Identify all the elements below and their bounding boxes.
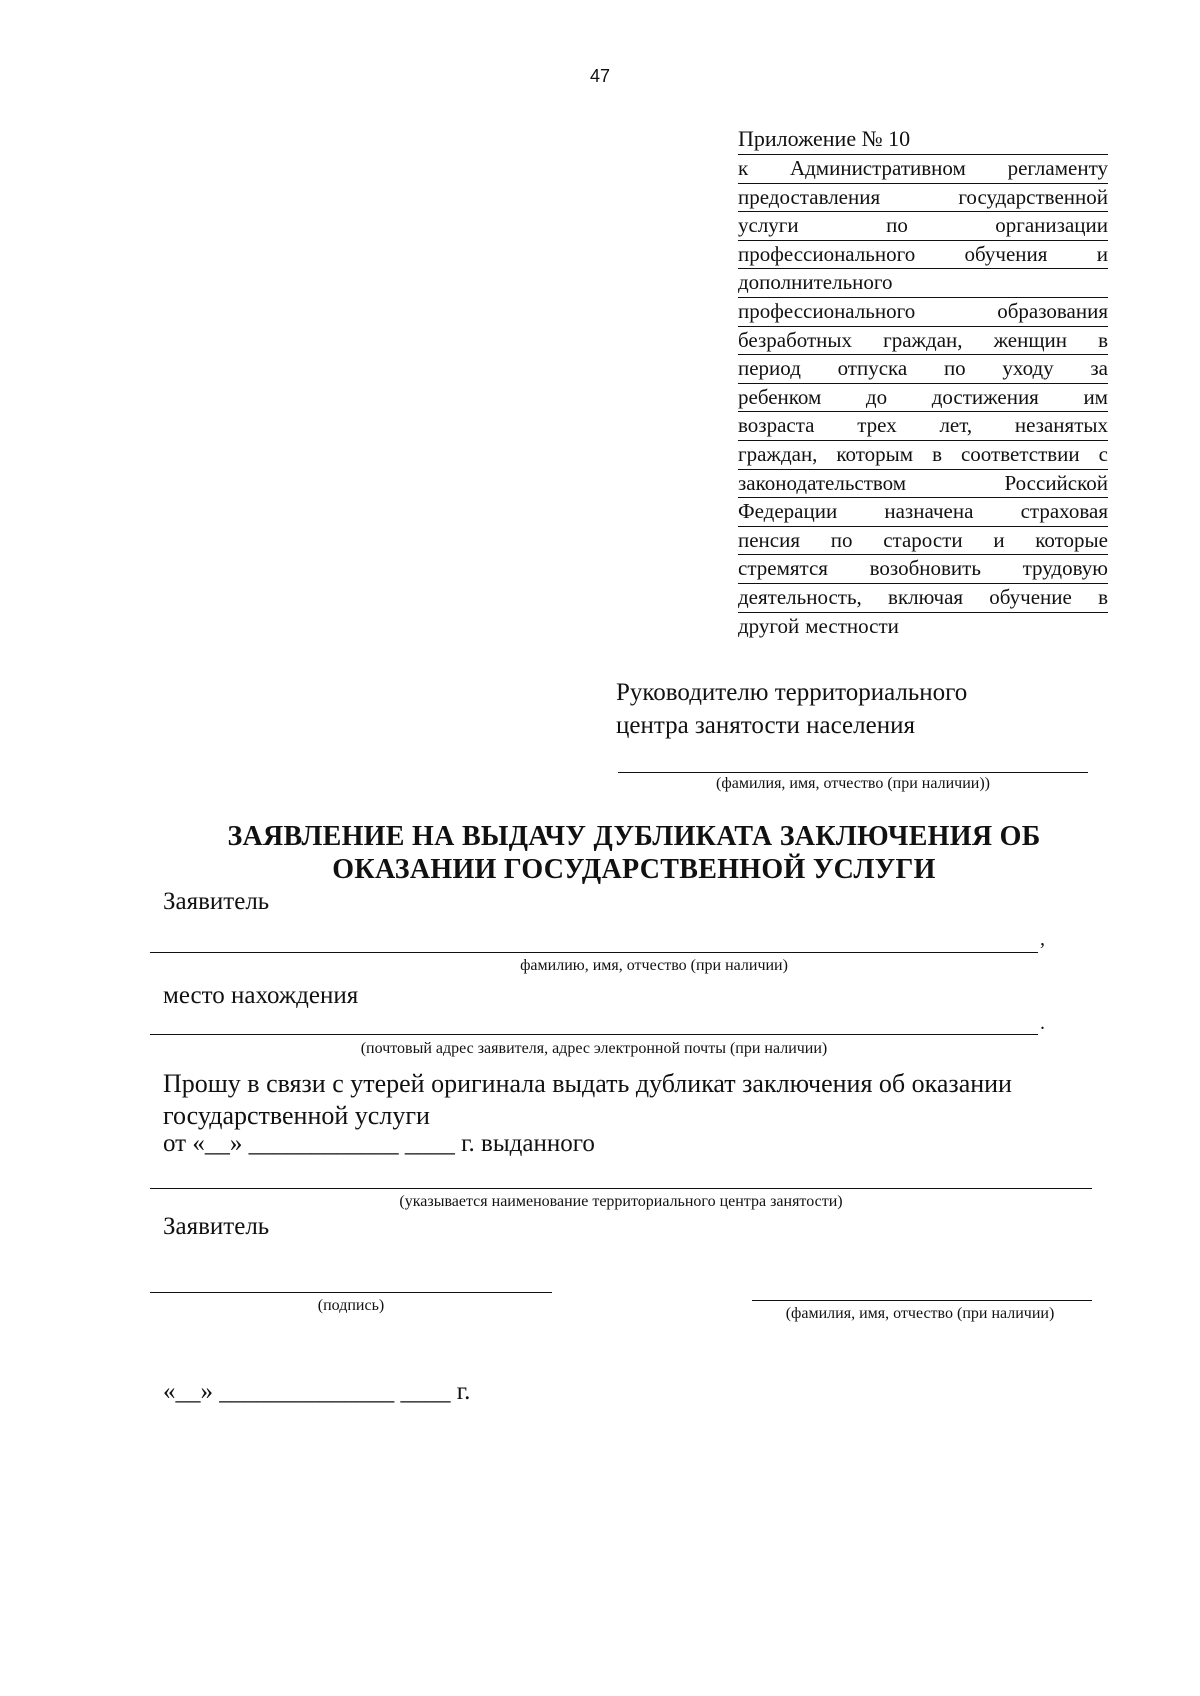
appendix-line xyxy=(738,268,1108,297)
appendix-word: которым xyxy=(836,441,914,466)
signature-caption: (подпись) xyxy=(317,1297,385,1314)
document-title-line-1: ЗАЯВЛЕНИЕ НА ВЫДАЧУ ДУБЛИКАТА ЗАКЛЮЧЕНИЯ ОБ xyxy=(227,821,1041,852)
appendix-word: стремятся xyxy=(738,556,828,581)
appendix-word: профессионального xyxy=(738,241,916,266)
document-title xyxy=(0,820,1200,886)
appendix-word: Федерации xyxy=(738,499,838,524)
appendix-line xyxy=(738,526,1108,555)
appendix-line xyxy=(738,297,1108,326)
appendix-word: по xyxy=(943,356,966,381)
appendix-title: Приложение № 10 xyxy=(738,126,911,151)
appendix-line xyxy=(738,583,1108,612)
appendix-line xyxy=(738,326,1108,355)
appendix-word: уходу xyxy=(1002,356,1054,381)
appendix-word: регламенту xyxy=(1007,156,1108,180)
appendix-line xyxy=(738,411,1108,440)
appendix-word: в xyxy=(1098,327,1108,352)
appendix-word: включая xyxy=(888,584,964,609)
appendix-word: достижения xyxy=(931,384,1039,409)
appendix-word: пенсия xyxy=(738,527,801,552)
applicant-name-caption: фамилию, имя, отчество (при наличии) xyxy=(520,957,788,974)
signature-field[interactable] xyxy=(150,1292,552,1293)
appendix-line xyxy=(738,154,1108,183)
appendix-word: отпуска xyxy=(837,356,908,381)
appendix-word: профессионального xyxy=(738,298,916,323)
appendix-word: другой xyxy=(738,613,800,638)
appendix-word: возобновить xyxy=(869,556,981,581)
appendix-line xyxy=(738,211,1108,240)
signer-name-caption: (фамилия, имя, отчество (при наличии) xyxy=(785,1305,1055,1322)
appendix-line xyxy=(738,554,1108,583)
appendix-word: и xyxy=(1096,241,1108,266)
signer-label: Заявитель xyxy=(163,1213,270,1240)
applicant-label: Заявитель xyxy=(163,888,270,915)
center-name-field[interactable] xyxy=(150,1188,1092,1189)
addressee-caption: (фамилия, имя, отчество (при наличии)) xyxy=(716,775,990,792)
appendix-word: обучение xyxy=(989,584,1072,609)
appendix-word: страховая xyxy=(1020,499,1108,524)
document-title-line-2: ОКАЗАНИИ ГОСУДАРСТВЕННОЙ УСЛУГИ xyxy=(332,854,936,885)
appendix-word: по xyxy=(886,213,908,238)
appendix-line xyxy=(738,183,1108,212)
appendix-line xyxy=(738,240,1108,269)
appendix-word: женщин xyxy=(993,327,1068,352)
appendix-text xyxy=(738,154,1108,640)
location-field[interactable] xyxy=(150,1034,1038,1035)
addressee-block xyxy=(616,676,967,742)
appendix-word: ребенком xyxy=(738,384,822,409)
appendix-word: Российской xyxy=(1004,470,1108,495)
appendix-word: дополнительного xyxy=(738,270,893,295)
appendix-word: организации xyxy=(995,213,1108,238)
appendix-word: период xyxy=(738,356,801,381)
appendix-word: за xyxy=(1090,356,1108,381)
appendix-word: лет, xyxy=(939,413,973,438)
appendix-line xyxy=(738,383,1108,412)
appendix-word: граждан, xyxy=(738,441,818,466)
appendix-line xyxy=(738,354,1108,383)
appendix-word: предоставления xyxy=(738,184,881,209)
request-line-1: Прошу в связи с утерей оригинала выдать дубликат заключения об оказании xyxy=(163,1069,1012,1098)
addressee-line-1: Руководителю территориального xyxy=(616,679,968,706)
location-caption: (почтовый адрес заявителя, адрес электронной почты (при наличии) xyxy=(360,1040,828,1057)
appendix-word: государственной xyxy=(958,184,1108,209)
location-period: . xyxy=(1040,1012,1045,1034)
appendix-word: к xyxy=(738,156,749,180)
appendix-word: старости xyxy=(883,527,963,552)
appendix-word: возраста xyxy=(738,413,815,438)
appendix-word: соответствии xyxy=(960,441,1080,466)
appendix-word: до xyxy=(865,384,888,409)
appendix-line xyxy=(738,497,1108,526)
appendix-word: трудовую xyxy=(1022,556,1108,581)
applicant-name-field[interactable] xyxy=(150,952,1038,953)
appendix-word: назначена xyxy=(884,499,974,524)
appendix-word: деятельность, xyxy=(738,584,862,609)
appendix-word: незанятых xyxy=(1014,413,1108,438)
location-label: место нахождения xyxy=(163,982,359,1009)
appendix-word: трех xyxy=(857,413,897,438)
request-line-2: государственной услуги xyxy=(163,1101,430,1130)
appendix-line xyxy=(738,469,1108,498)
appendix-word: обучения xyxy=(964,241,1048,266)
appendix-word: им xyxy=(1083,384,1108,409)
appendix-word: местности xyxy=(805,613,899,638)
request-paragraph xyxy=(163,1068,1113,1132)
applicant-name-comma: , xyxy=(1040,928,1045,950)
appendix-word: безработных xyxy=(738,327,853,352)
appendix-word: в xyxy=(1098,584,1108,609)
page-number: 47 xyxy=(589,66,611,86)
signing-date-line[interactable]: «__» ______________ ____ г. xyxy=(163,1378,471,1405)
appendix-word: в xyxy=(932,441,942,466)
appendix-word: услуги xyxy=(738,213,799,238)
appendix-word: по xyxy=(830,527,853,552)
appendix-word: законодательством xyxy=(738,470,907,495)
issue-date-line[interactable]: от «__» ____________ ____ г. выданного xyxy=(163,1130,595,1157)
appendix-line xyxy=(738,612,1108,641)
appendix-word: и xyxy=(993,527,1005,552)
appendix-word: которые xyxy=(1035,527,1108,552)
appendix-line xyxy=(738,440,1108,469)
signer-name-field[interactable] xyxy=(752,1300,1092,1301)
center-name-caption: (указывается наименование территориального центра занятости) xyxy=(399,1193,843,1210)
appendix-word: образования xyxy=(997,298,1108,323)
appendix-word: граждан, xyxy=(883,327,963,352)
addressee-name-field[interactable] xyxy=(618,772,1088,773)
addressee-line-2: центра занятости населения xyxy=(616,712,915,739)
appendix-word: с xyxy=(1098,441,1108,466)
appendix-word: Административном xyxy=(789,156,966,180)
